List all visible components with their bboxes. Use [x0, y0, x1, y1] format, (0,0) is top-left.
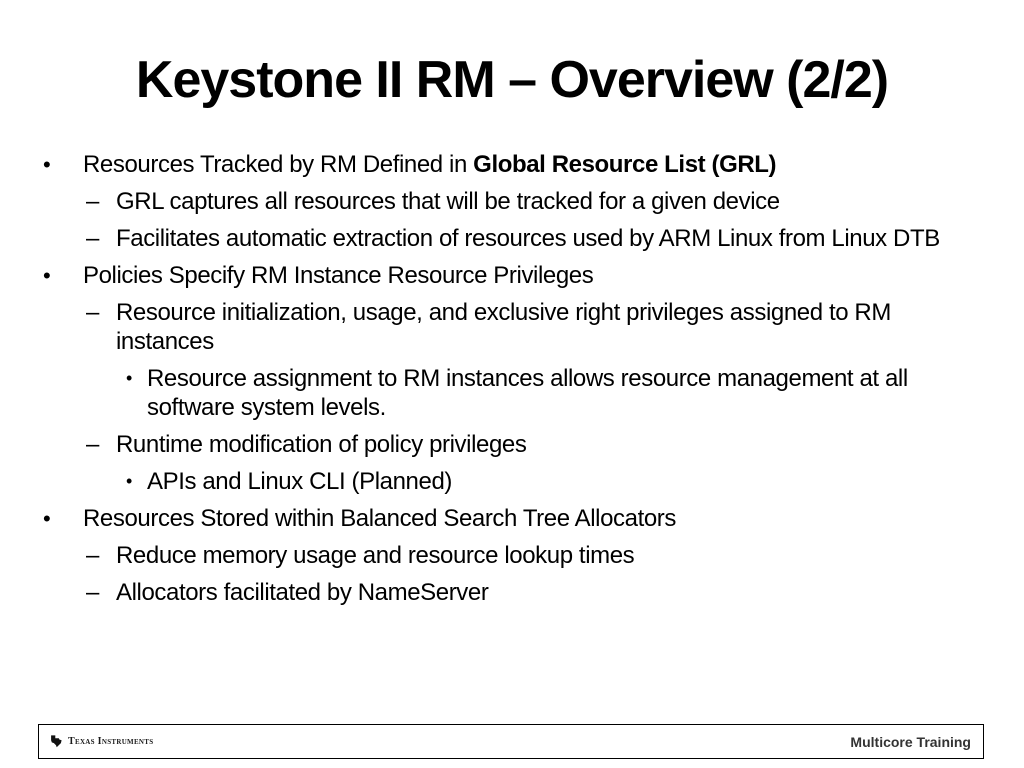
- bullet-level2: [40, 224, 990, 253]
- bullet-text: Runtime modification of policy privileges: [116, 431, 527, 458]
- footer-label: Multicore Training: [850, 734, 971, 750]
- bullet-marker: •: [43, 263, 51, 288]
- bullet-text: Policies Specify RM Instance Resource Privileges: [83, 262, 594, 289]
- company-name: Texas Instruments: [68, 735, 154, 747]
- dash-marker: –: [86, 542, 99, 569]
- bullet-text: Facilitates automatic extraction of resources used by ARM Linux from Linux DTB: [116, 225, 940, 252]
- bullet-level1: [40, 504, 990, 533]
- slide-title: Keystone II RM – Overview (2/2): [135, 51, 889, 109]
- bullet-marker: •: [126, 368, 132, 388]
- bullet-text: Resources Stored within Balanced Search Tree Allocators: [83, 505, 676, 532]
- slide-footer: [38, 724, 984, 759]
- bullet-marker: •: [126, 471, 132, 491]
- bullet-text: Resources Tracked by RM Defined in: [83, 151, 474, 178]
- bullet-level2: [40, 541, 990, 570]
- bullet-text: APIs and Linux CLI (Planned): [147, 468, 452, 495]
- bullet-level3: [40, 467, 990, 496]
- dash-marker: –: [86, 299, 99, 326]
- bullet-text: Reduce memory usage and resource lookup times: [116, 542, 635, 569]
- bullet-level2: [40, 298, 990, 356]
- dash-marker: –: [86, 188, 99, 215]
- bullet-level1: [40, 261, 990, 290]
- texas-state-icon: [49, 734, 63, 748]
- bullet-level2: [40, 578, 990, 607]
- bullet-text: GRL captures all resources that will be tracked for a given device: [116, 188, 780, 215]
- dash-marker: –: [86, 579, 99, 606]
- bullet-level2: [40, 187, 990, 216]
- bullet-marker: •: [43, 152, 51, 177]
- bullet-text: Resource initialization, usage, and exclusive right privileges assigned to RM instances: [116, 299, 891, 355]
- bullet-level3: [40, 364, 990, 422]
- bullet-text: Allocators facilitated by NameServer: [116, 579, 489, 606]
- dash-marker: –: [86, 225, 99, 252]
- dash-marker: –: [86, 431, 99, 458]
- slide-content: [40, 150, 990, 607]
- bullet-marker: •: [43, 506, 51, 531]
- bullet-text: Resource assignment to RM instances allows resource management at all software system levels.: [147, 365, 908, 421]
- ti-logo: [49, 734, 153, 748]
- bullet-level1: [40, 150, 990, 179]
- bullet-level2: [40, 430, 990, 459]
- bullet-text-bold: Global Resource List (GRL): [473, 151, 777, 178]
